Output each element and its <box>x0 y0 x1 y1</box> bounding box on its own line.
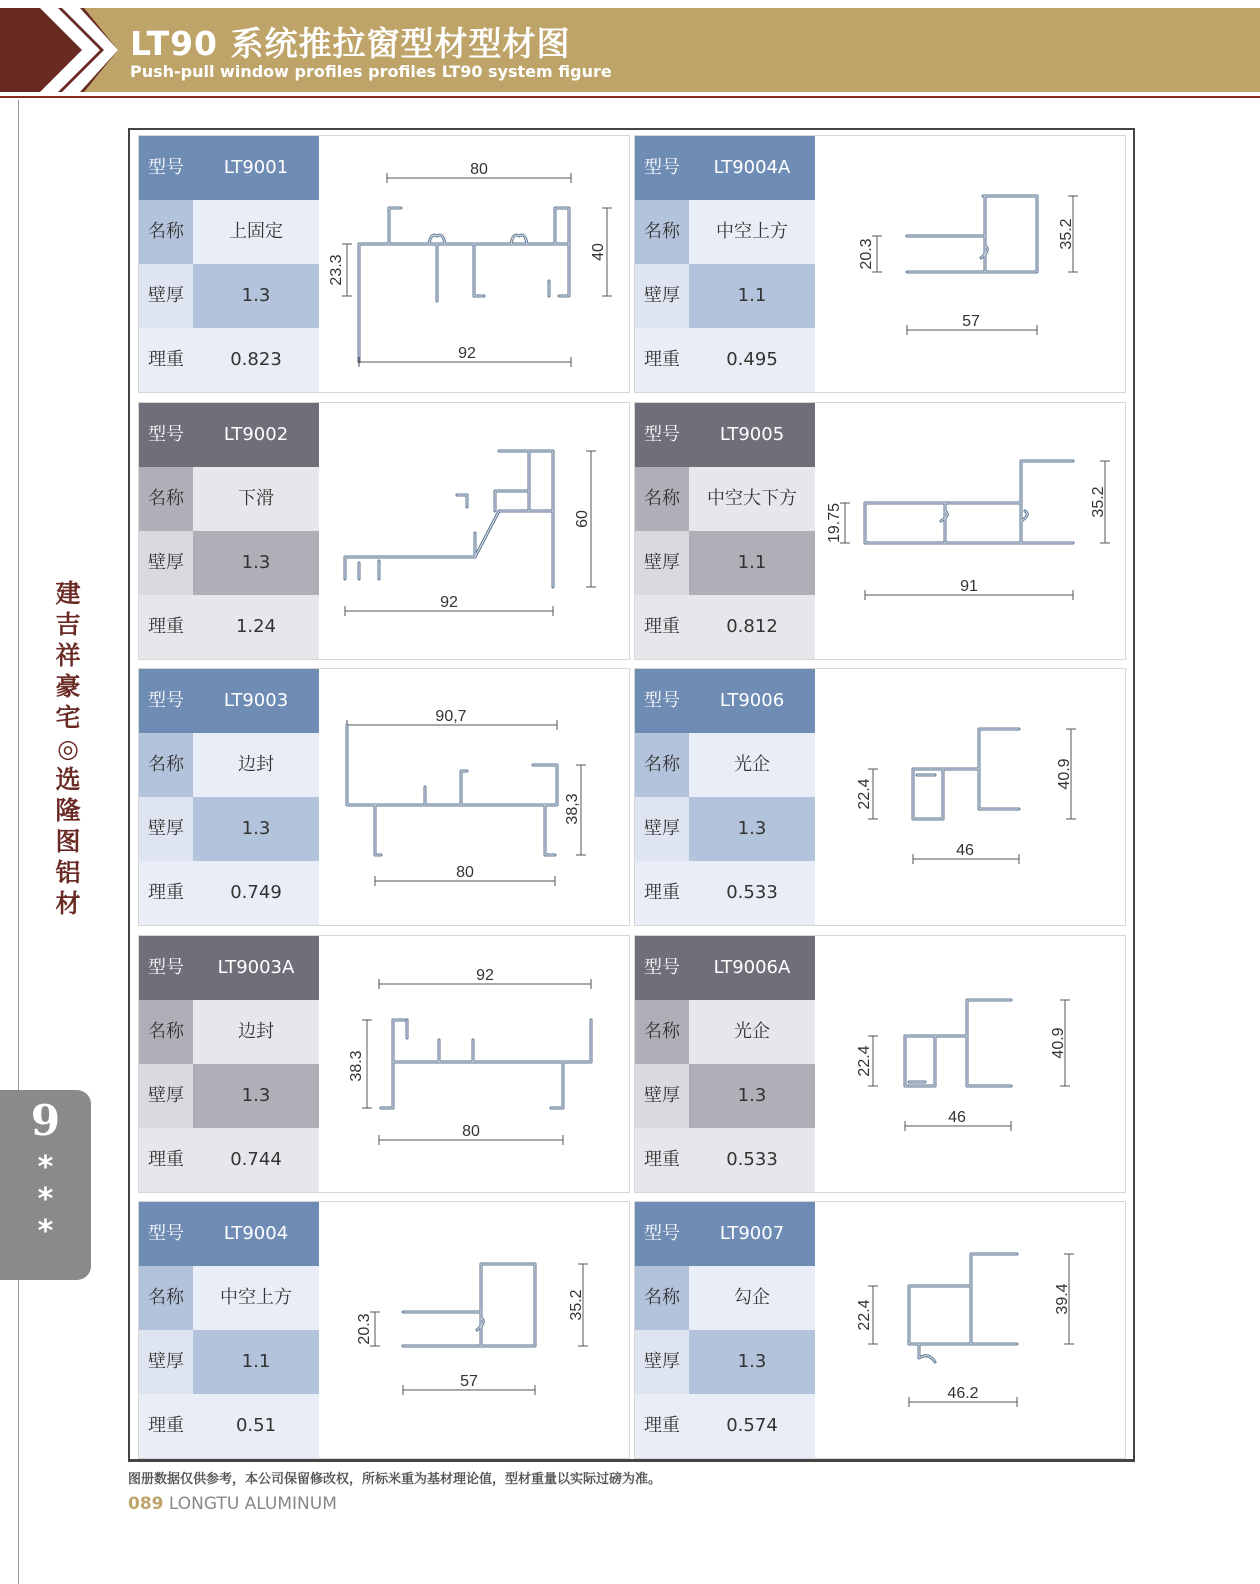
dimension-label: 80 <box>462 1123 480 1140</box>
dimension-label: 40.9 <box>1050 1027 1067 1059</box>
dimension-label: 57 <box>962 313 980 330</box>
spec-label-thickness: 壁厚 <box>635 797 689 861</box>
spec-label-weight: 理重 <box>139 1128 193 1192</box>
side-slogan-char: 豪 <box>55 672 81 701</box>
spec-value-weight: 0.495 <box>689 328 815 392</box>
section-stars <box>0 1152 91 1248</box>
spec-value-model: LT9004 <box>193 1202 319 1266</box>
spec-value-thickness: 1.1 <box>193 1330 319 1394</box>
profile-card <box>138 402 630 660</box>
spec-value-name: 中空上方 <box>689 200 815 264</box>
spec-label-thickness: 壁厚 <box>635 531 689 595</box>
spec-label-model: 型号 <box>635 669 689 733</box>
spec-label-model: 型号 <box>139 136 193 200</box>
spec-label-name: 名称 <box>635 467 689 531</box>
spec-label-weight: 理重 <box>635 1394 689 1458</box>
profile-section-drawing <box>815 136 1125 392</box>
spec-value-weight: 0.823 <box>193 328 319 392</box>
dimension-label: 35.2 <box>1058 218 1075 250</box>
spec-label-weight: 理重 <box>139 328 193 392</box>
spec-value-weight: 0.51 <box>193 1394 319 1458</box>
profile-card <box>138 1201 630 1459</box>
spec-value-thickness: 1.3 <box>689 1330 815 1394</box>
dimension-label: 23.3 <box>328 254 345 286</box>
spec-label-name: 名称 <box>635 1000 689 1064</box>
spec-label-name: 名称 <box>139 1266 193 1330</box>
dimension-label: 46.2 <box>947 1385 979 1402</box>
page-title: LT90 系统推拉窗型材型材图 <box>130 24 571 63</box>
profile-section-drawing <box>319 936 629 1192</box>
spec-value-thickness: 1.3 <box>193 264 319 328</box>
profile-drawing <box>319 936 629 1192</box>
profile-drawing <box>319 1202 629 1458</box>
spec-label-name: 名称 <box>635 200 689 264</box>
brand-name: LONGTU ALUMINUM <box>168 1494 337 1514</box>
profile-card <box>634 402 1126 660</box>
dimension-label: 35.2 <box>1090 486 1107 518</box>
profile-card <box>138 135 630 393</box>
spec-label-model: 型号 <box>635 936 689 1000</box>
spec-label-model: 型号 <box>139 936 193 1000</box>
dimension-label: 38,3 <box>564 793 581 825</box>
side-slogan-char: 建 <box>55 579 81 608</box>
side-slogan-char: 吉 <box>55 610 81 639</box>
spec-label-thickness: 壁厚 <box>139 1064 193 1128</box>
spec-value-name: 下滑 <box>193 467 319 531</box>
dimension-label: 22.4 <box>856 1299 873 1331</box>
profile-section-drawing <box>815 669 1125 925</box>
spec-value-thickness: 1.3 <box>689 797 815 861</box>
profile-section-drawing <box>319 136 629 392</box>
spec-value-model: LT9003 <box>193 669 319 733</box>
spec-label-weight: 理重 <box>139 595 193 659</box>
side-slogan-char: 图 <box>55 827 81 856</box>
profile-card <box>634 668 1126 926</box>
spec-value-weight: 0.574 <box>689 1394 815 1458</box>
star-icon: * <box>37 1214 54 1249</box>
spec-value-weight: 1.24 <box>193 595 319 659</box>
spec-label-model: 型号 <box>635 136 689 200</box>
side-slogan-char: 选 <box>55 765 81 794</box>
profile-section-drawing <box>815 936 1125 1192</box>
spec-label-name: 名称 <box>635 733 689 797</box>
spec-value-model: LT9005 <box>689 403 815 467</box>
dimension-label: 38.3 <box>348 1050 365 1082</box>
spec-label-name: 名称 <box>139 467 193 531</box>
dimension-label: 92 <box>440 594 458 611</box>
profile-card <box>138 668 630 926</box>
profile-drawing <box>815 403 1125 659</box>
section-number: 9 <box>30 1096 61 1145</box>
spec-value-weight: 0.744 <box>193 1128 319 1192</box>
profile-drawing <box>319 136 629 392</box>
spec-value-thickness: 1.1 <box>689 264 815 328</box>
spec-label-weight: 理重 <box>635 595 689 659</box>
page-number: 089 <box>128 1494 164 1514</box>
spec-label-thickness: 壁厚 <box>635 264 689 328</box>
profile-section-drawing <box>319 669 629 925</box>
spec-value-model: LT9006A <box>689 936 815 1000</box>
spec-value-name: 边封 <box>193 733 319 797</box>
star-icon: * <box>37 1150 54 1185</box>
profile-drawing <box>815 136 1125 392</box>
dimension-label: 60 <box>574 510 591 528</box>
dimension-label: 19.75 <box>826 502 843 544</box>
spec-value-name: 光企 <box>689 1000 815 1064</box>
spec-label-name: 名称 <box>635 1266 689 1330</box>
profile-drawing <box>319 403 629 659</box>
spec-label-thickness: 壁厚 <box>635 1064 689 1128</box>
spec-value-model: LT9003A <box>193 936 319 1000</box>
spec-label-name: 名称 <box>139 200 193 264</box>
dimension-label: 35.2 <box>568 1289 585 1321</box>
spec-value-thickness: 1.3 <box>689 1064 815 1128</box>
page-footer <box>128 1494 337 1514</box>
profile-section-drawing <box>815 1202 1125 1458</box>
profile-section-drawing <box>319 403 629 659</box>
spec-value-weight: 0.533 <box>689 861 815 925</box>
spec-label-thickness: 壁厚 <box>635 1330 689 1394</box>
dimension-label: 92 <box>458 345 476 362</box>
star-icon: * <box>37 1182 54 1217</box>
dimension-label: 20.3 <box>356 1313 373 1345</box>
header-rule <box>0 96 1260 98</box>
spec-label-model: 型号 <box>635 403 689 467</box>
dimension-label: 46 <box>956 842 974 859</box>
dimension-label: 92 <box>476 967 494 984</box>
spec-label-thickness: 壁厚 <box>139 264 193 328</box>
spec-label-thickness: 壁厚 <box>139 797 193 861</box>
chevron-icon <box>0 8 118 92</box>
spec-label-weight: 理重 <box>635 1128 689 1192</box>
profile-card <box>634 1201 1126 1459</box>
side-slogan <box>52 578 84 919</box>
spec-value-weight: 0.533 <box>689 1128 815 1192</box>
dimension-label: 20.3 <box>858 238 875 270</box>
page-subtitle: Push-pull window profiles profiles LT90 system figure <box>130 62 612 81</box>
section-tab <box>0 1090 91 1280</box>
spec-value-model: LT9004A <box>689 136 815 200</box>
page-header <box>0 0 1260 100</box>
profile-drawing <box>319 669 629 925</box>
profile-drawing <box>815 1202 1125 1458</box>
profile-section-drawing <box>815 403 1125 659</box>
spec-value-thickness: 1.3 <box>193 531 319 595</box>
spec-value-name: 中空上方 <box>193 1266 319 1330</box>
spec-label-thickness: 壁厚 <box>139 1330 193 1394</box>
spec-value-thickness: 1.3 <box>193 797 319 861</box>
side-slogan-char: 祥 <box>55 641 81 670</box>
spec-value-name: 勾企 <box>689 1266 815 1330</box>
spec-label-model: 型号 <box>139 403 193 467</box>
spec-value-model: LT9006 <box>689 669 815 733</box>
spec-value-model: LT9001 <box>193 136 319 200</box>
dimension-label: 46 <box>948 1109 966 1126</box>
spec-value-name: 边封 <box>193 1000 319 1064</box>
dimension-label: 40.9 <box>1056 758 1073 790</box>
spec-value-thickness: 1.1 <box>689 531 815 595</box>
spec-label-model: 型号 <box>139 1202 193 1266</box>
profile-card <box>634 135 1126 393</box>
spec-label-name: 名称 <box>139 733 193 797</box>
side-slogan-char: 宅 <box>55 703 81 732</box>
spec-label-model: 型号 <box>139 669 193 733</box>
spec-label-weight: 理重 <box>139 861 193 925</box>
side-slogan-char: 材 <box>55 889 81 918</box>
profile-drawing <box>815 936 1125 1192</box>
profile-section-drawing <box>319 1202 629 1458</box>
side-slogan-char: ◎ <box>57 734 79 763</box>
dimension-label: 22.4 <box>856 778 873 810</box>
dimension-label: 57 <box>460 1373 478 1390</box>
left-margin-line <box>18 100 19 1584</box>
spec-value-name: 中空大下方 <box>689 467 815 531</box>
dimension-label: 80 <box>456 864 474 881</box>
spec-value-model: LT9002 <box>193 403 319 467</box>
dimension-label: 40 <box>590 243 607 261</box>
spec-label-weight: 理重 <box>635 861 689 925</box>
spec-label-name: 名称 <box>139 1000 193 1064</box>
profile-drawing <box>815 669 1125 925</box>
spec-value-weight: 0.812 <box>689 595 815 659</box>
spec-value-name: 上固定 <box>193 200 319 264</box>
dimension-label: 90,7 <box>435 708 467 725</box>
spec-label-weight: 理重 <box>635 328 689 392</box>
spec-label-weight: 理重 <box>139 1394 193 1458</box>
dimension-label: 80 <box>470 161 488 178</box>
profile-card <box>634 935 1126 1193</box>
profile-table <box>128 128 1135 1462</box>
dimension-label: 91 <box>960 578 978 595</box>
spec-value-model: LT9007 <box>689 1202 815 1266</box>
spec-value-weight: 0.749 <box>193 861 319 925</box>
spec-label-model: 型号 <box>635 1202 689 1266</box>
disclaimer: 图册数据仅供参考，本公司保留修改权，所标米重为基材理论值，型材重量以实际过磅为准。 <box>128 1472 662 1487</box>
profile-card <box>138 935 630 1193</box>
dimension-label: 22.4 <box>856 1045 873 1077</box>
spec-label-thickness: 壁厚 <box>139 531 193 595</box>
side-slogan-char: 铝 <box>55 858 81 887</box>
side-slogan-char: 隆 <box>55 796 81 825</box>
spec-value-thickness: 1.3 <box>193 1064 319 1128</box>
spec-value-name: 光企 <box>689 733 815 797</box>
dimension-label: 39.4 <box>1054 1283 1071 1315</box>
